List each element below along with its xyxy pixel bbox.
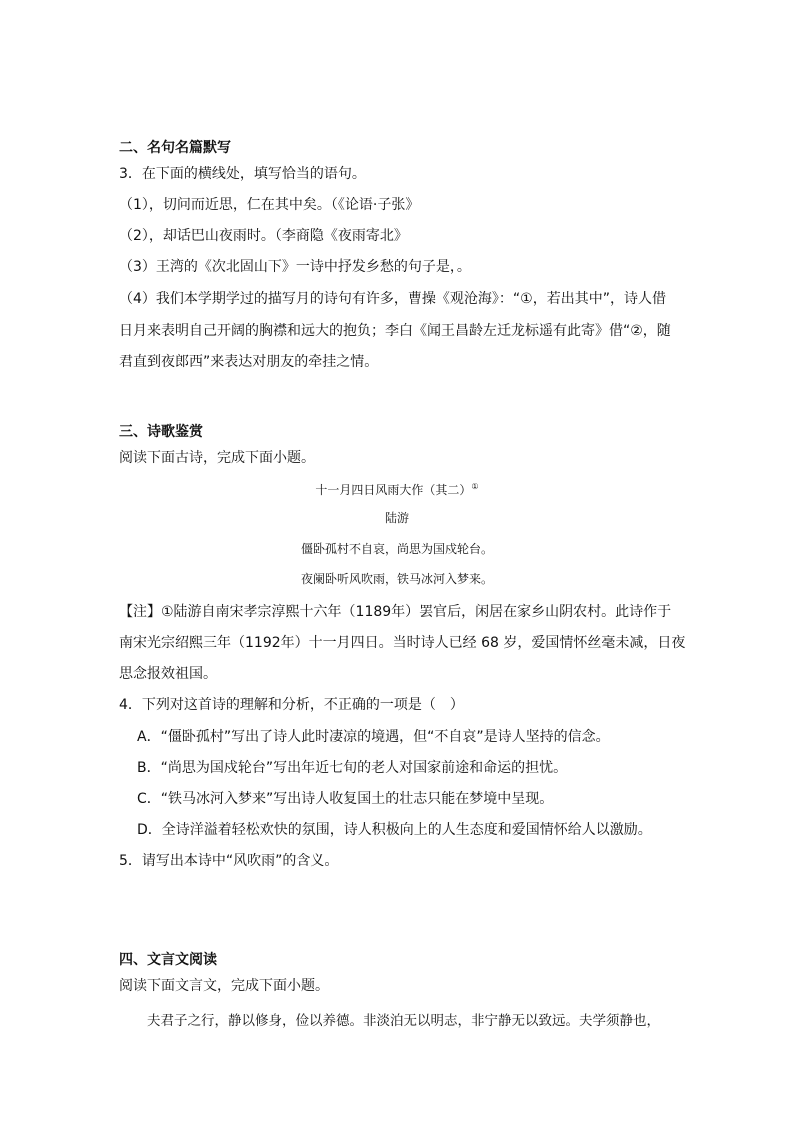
question-3: 3．在下面的横线处，填写恰当的语句。 [119, 166, 366, 182]
question-4-option-d: D．全诗洋溢着轻松欢快的氛围，诗人积极向上的人生态度和爱国情怀给人以激励。 [137, 822, 652, 838]
poem-title: 十一月四日风雨大作（其二） [315, 483, 472, 497]
section-2-heading: 二、名句名篇默写 [119, 140, 231, 156]
question-5: 5．请写出本诗中“风吹雨”的含义。 [119, 853, 339, 869]
poem-note-line-2: 南宋光宗绍熙三年（1192年）十一月四日。当时诗人已经 68 岁，爱国情怀丝毫未减，日夜 [119, 635, 686, 651]
question-3-item-4-line-3: 君直到夜郎西”来表达对朋友的牵挂之情。 [119, 354, 379, 370]
question-4-option-b: B．“尚思为国戍轮台”写出年近七旬的老人对国家前途和命运的担忧。 [137, 760, 568, 776]
poem-line-1: 僵卧孤村不自哀，尚思为国戍轮台。 [300, 542, 493, 556]
poem-line-2: 夜阑卧听风吹雨，铁马冰河入梦来。 [300, 572, 493, 586]
question-3-item-3: （3）王湾的《次北固山下》一诗中抒发乡愁的句子是，。 [119, 259, 471, 275]
section-4-heading: 四、文言文阅读 [119, 952, 217, 968]
poem-footnote-marker: ① [471, 482, 479, 491]
question-4-option-c: C．“铁马冰河入梦来”写出诗人收复国土的壮志只能在梦境中呈现。 [137, 791, 554, 807]
classical-text-line-1: 夫君子之行，静以修身，俭以养德。非淡泊无以明志，非宁静无以致远。夫学须静也， [147, 1013, 660, 1029]
poem-author: 陆游 [384, 511, 409, 525]
question-3-item-4-line-1: （4）我们本学期学过的描写月的诗句有许多，曹操《观沧海》：“①，若出其中”，诗人借 [119, 291, 666, 307]
question-3-item-1: （1），切问而近思，仁在其中矣。（《论语·子张》 [119, 197, 420, 213]
section-4-intro: 阅读下面文言文，完成下面小题。 [119, 978, 329, 994]
question-4: 4．下列对这首诗的理解和分析，不正确的一项是（ ） [119, 697, 464, 713]
poem-note-line-3: 思念报效祖国。 [119, 666, 217, 682]
section-3-intro: 阅读下面古诗，完成下面小题。 [119, 450, 315, 466]
section-3-heading: 三、诗歌鉴赏 [119, 424, 203, 440]
question-3-item-4-line-2: 日月来表明自己开阔的胸襟和远大的抱负；李白《闻王昌龄左迁龙标遥有此寄》借“②，随 [119, 323, 671, 339]
poem-note-line-1: 【注】①陆游自南宋孝宗淳熙十六年（1189年）罢官后，闲居在家乡山阴农村。此诗作于 [119, 604, 672, 620]
question-3-item-2: （2），却话巴山夜雨时。（李商隐《夜雨寄北》 [119, 228, 408, 244]
question-4-option-a: A．“僵卧孤村”写出了诗人此时凄凉的境遇，但“不自哀”是诗人坚持的信念。 [137, 729, 610, 745]
poem-title-line [119, 478, 675, 499]
